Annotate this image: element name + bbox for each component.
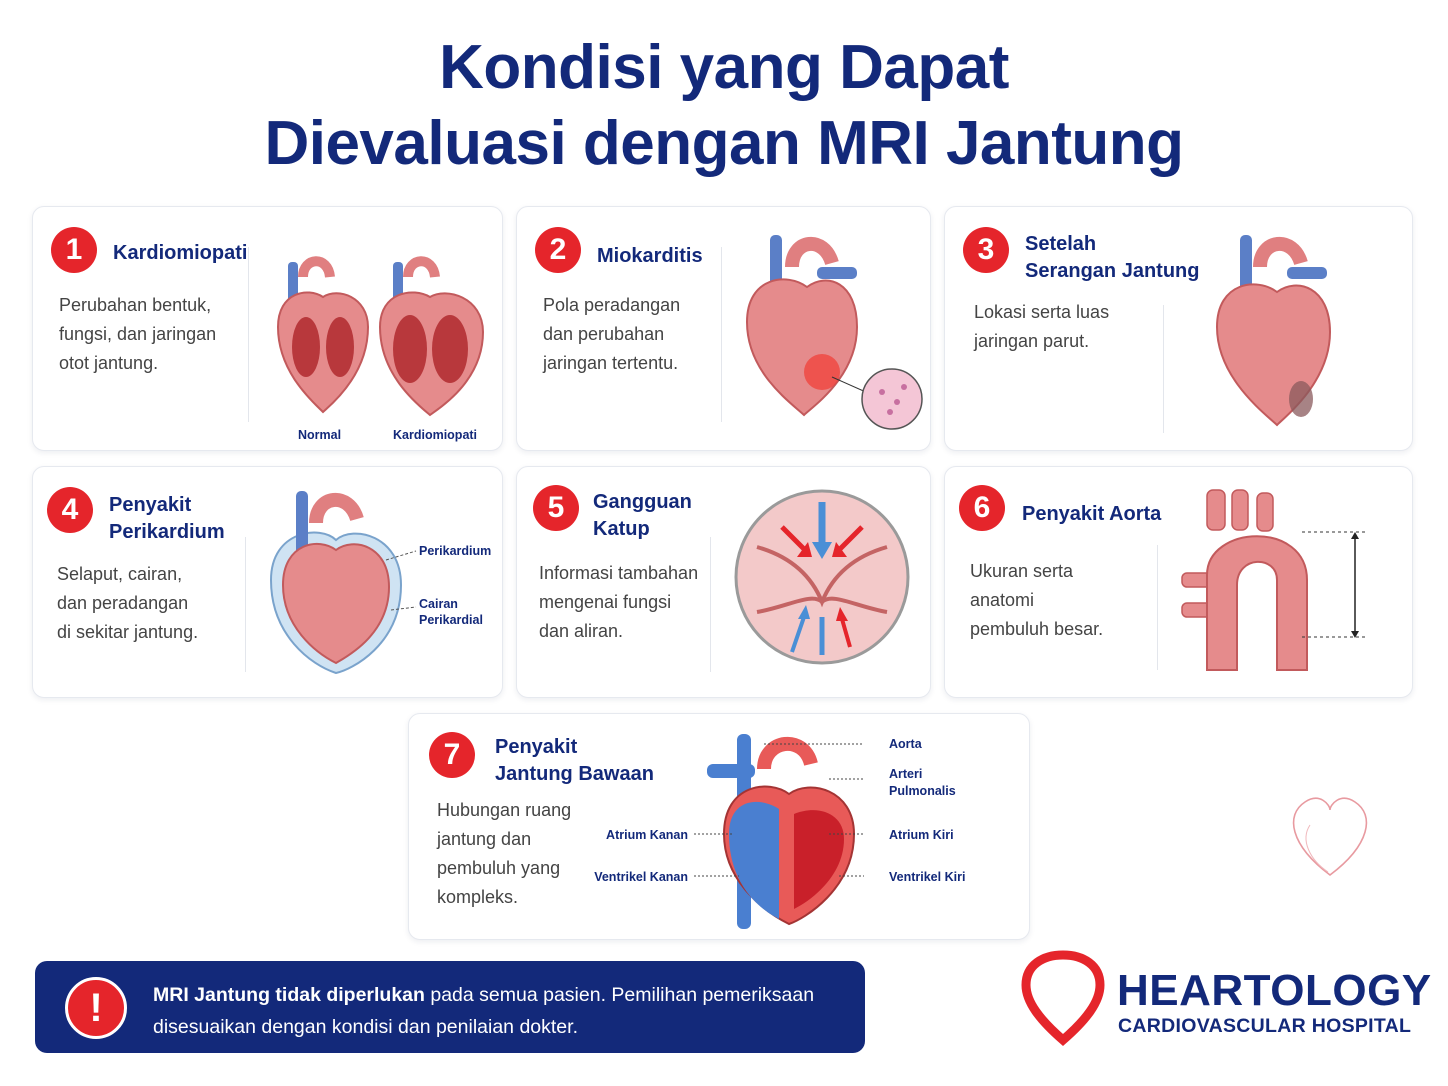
card-title: Setelah Serangan Jantung: [1025, 233, 1200, 282]
label-atrium-kiri: Atrium Kiri: [889, 828, 954, 842]
card-description: Lokasi serta luas jaringan parut.: [974, 302, 1110, 351]
label-aorta: Aorta: [889, 737, 922, 751]
card-title: Penyakit Jantung Bawaan: [495, 736, 654, 785]
number-badge: 4: [47, 487, 93, 533]
valve-illustration: [732, 487, 912, 667]
card-title: Kardiomiopati: [113, 242, 248, 264]
divider: [1157, 545, 1158, 670]
page-title: [0, 30, 1448, 182]
divider: [245, 537, 246, 672]
card-miokarditis: [516, 206, 931, 451]
heart-comparison-illustration: [268, 247, 498, 447]
card-penyakit-jantung-bawaan: [408, 713, 1030, 940]
divider: [721, 247, 722, 422]
card-penyakit-aorta: [944, 466, 1413, 698]
notice-text: [153, 979, 814, 1043]
label-kardiomiopati: Kardiomiopati: [393, 428, 478, 442]
card-setelah-serangan-jantung: [944, 206, 1413, 451]
number-badge: 3: [963, 227, 1009, 273]
heartology-logo-icon: [1020, 950, 1106, 1046]
page-title-line-2: Dievaluasi dengan MRI Jantung: [264, 109, 1184, 178]
cardiomyopathy-heart-icon: [380, 261, 483, 415]
notice-text-line-2: disesuaikan dengan kondisi dan penilaian dokter.: [153, 1016, 578, 1038]
card-title: Penyakit Perikardium: [109, 494, 225, 543]
card-description: Ukuran serta anatomi pembuluh besar.: [970, 561, 1104, 639]
label-arteri: Arteri: [889, 767, 923, 781]
label-atrium-kanan: Atrium Kanan: [606, 828, 688, 842]
myocarditis-heart-illustration: [732, 227, 927, 437]
card-description: Informasi tambahan mengenai fungsi dan aliran.: [539, 563, 699, 641]
notice-banner: [35, 961, 865, 1053]
brand-name: HEARTOLOGY: [1117, 966, 1432, 1015]
label-pulmonalis: Pulmonalis: [889, 784, 956, 798]
card-description: Perubahan bentuk, fungsi, dan jaringan otot jantung.: [59, 295, 217, 373]
number-badge: 6: [959, 485, 1005, 531]
label-normal: Normal: [298, 428, 342, 442]
notice-text-line-1: pada semua pasien. Pemilihan pemeriksaan: [424, 984, 815, 1006]
label-cairan: Cairan: [419, 597, 458, 611]
number-badge: 5: [533, 485, 579, 531]
card-description: Hubungan ruang jantung dan pembuluh yang kompleks.: [437, 800, 572, 907]
card-title: Gangguan Katup: [593, 491, 692, 540]
number-badge: 2: [535, 227, 581, 273]
infarct-heart-illustration: [1205, 227, 1355, 437]
divider: [710, 537, 711, 672]
label-perikardium: Perikardium: [419, 544, 492, 558]
card-kardiomiopati: [32, 206, 503, 451]
pericardium-illustration: [261, 485, 501, 675]
card-gangguan-katup: [516, 466, 931, 698]
aorta-illustration: [1177, 485, 1377, 675]
page-title-line-1: Kondisi yang Dapat: [439, 33, 1009, 102]
card-title: Penyakit Aorta: [1022, 503, 1162, 525]
label-perikardial: Perikardial: [419, 613, 483, 627]
divider: [1163, 305, 1164, 433]
label-ventrikel-kanan: Ventrikel Kanan: [594, 870, 688, 884]
number-badge: 1: [51, 227, 97, 273]
card-description: Pola peradangan dan perubahan jaringan tertentu.: [543, 295, 681, 373]
notice-bold-text: MRI Jantung tidak diperlukan: [153, 984, 425, 1006]
card-penyakit-perikardium: [32, 466, 503, 698]
exclamation-icon: !: [65, 977, 127, 1039]
card-description: Selaput, cairan, dan peradangan di sekitar jantung.: [57, 564, 199, 642]
decorative-heart-outline: [1280, 780, 1380, 890]
brand-subtitle: CARDIOVASCULAR HOSPITAL: [1118, 1015, 1412, 1037]
divider: [248, 247, 249, 422]
number-badge: 7: [429, 732, 475, 778]
card-title: Miokarditis: [597, 245, 703, 267]
normal-heart-icon: [278, 261, 368, 412]
label-ventrikel-kiri: Ventrikel Kiri: [889, 870, 966, 884]
congenital-heart-diagram: [589, 724, 1009, 934]
